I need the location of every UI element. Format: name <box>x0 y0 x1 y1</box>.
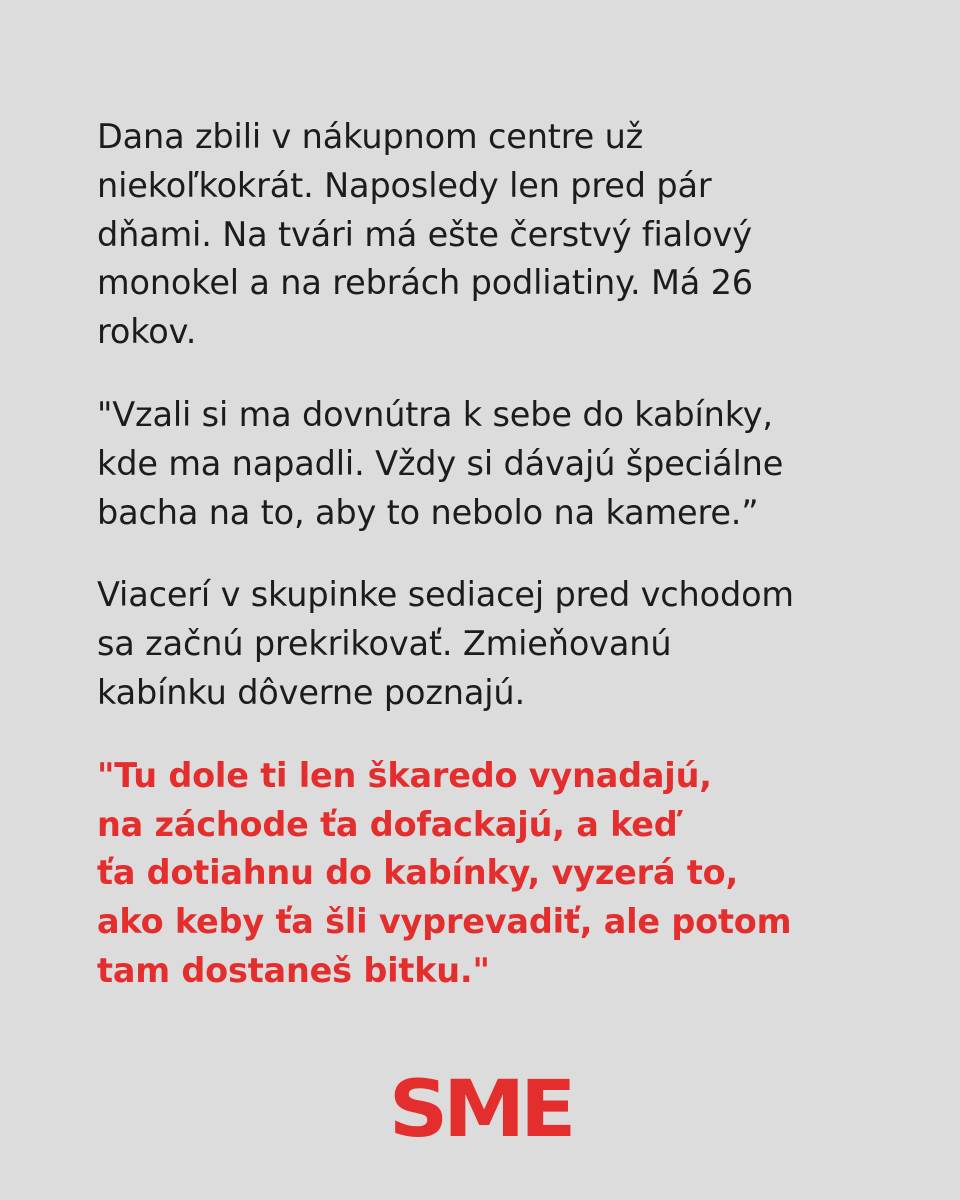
text-line: Viacerí v skupinke sediacej pred vchodom <box>97 575 794 615</box>
article-text <box>97 113 877 996</box>
quote-line: tam dostaneš bitku." <box>97 950 490 990</box>
quote-line: "Tu dole ti len škaredo vynadajú, <box>97 755 712 795</box>
paragraph-group <box>97 571 877 717</box>
text-line: sa začnú prekrikovať. Zmieňovanú <box>97 624 672 664</box>
text-line: Dana zbili v nákupnom centre už <box>97 117 644 156</box>
quote-line: ako keby ťa šli vyprevadiť, ale potom <box>97 902 792 942</box>
text-line: bacha na to, aby to nebolo na kamere.” <box>97 492 759 532</box>
paragraph-intro <box>97 113 877 357</box>
quote-line: ťa dotiahnu do kabínky, vyzerá to, <box>97 853 738 893</box>
quote-line: na záchode ťa dofackajú, a keď <box>97 804 678 844</box>
text-line: dňami. Na tvári má ešte čerstvý fialový <box>97 214 752 254</box>
sme-logo: SME <box>388 1065 572 1155</box>
text-line: monokel a na rebrách podliatiny. Má 26 <box>97 263 753 303</box>
highlight-quote <box>97 752 877 996</box>
text-line: rokov. <box>97 312 197 352</box>
text-line: "Vzali si ma dovnútra k sebe do kabínky, <box>97 394 773 434</box>
text-line: kabínku dôverne poznajú. <box>97 672 525 712</box>
text-line: niekoľkokrát. Naposledy len pred pár <box>97 165 712 205</box>
paragraph-quote <box>97 391 877 537</box>
text-line: kde ma napadli. Vždy si dávajú špeciálne <box>97 443 784 483</box>
